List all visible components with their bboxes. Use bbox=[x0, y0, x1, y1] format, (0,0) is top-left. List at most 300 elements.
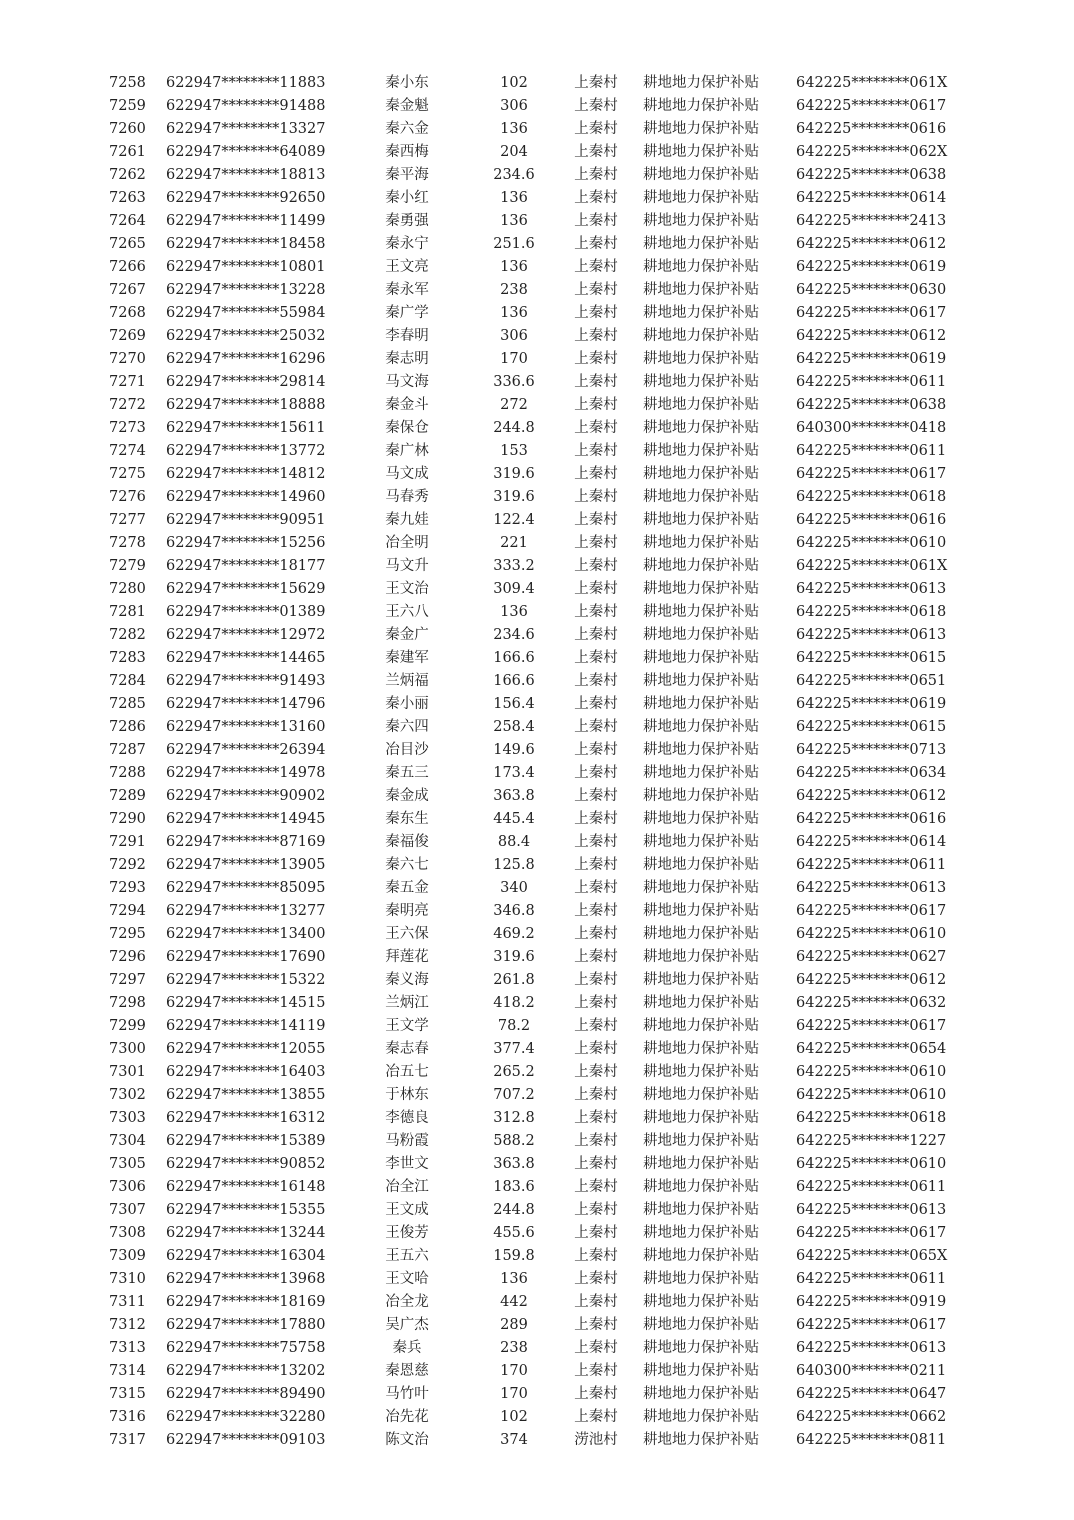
farmer-name: 马竹叶 bbox=[385, 1386, 429, 1402]
village-name: 上秦村 bbox=[574, 535, 618, 551]
farmer-name: 秦建军 bbox=[385, 650, 429, 666]
table-row bbox=[0, 394, 1074, 417]
village-name: 上秦村 bbox=[574, 328, 618, 344]
id-card-number: 642225********0614 bbox=[796, 834, 947, 850]
subsidy-type: 耕地地力保护补贴 bbox=[643, 167, 759, 183]
village-name: 上秦村 bbox=[574, 1202, 618, 1218]
row-number: 7274 bbox=[109, 443, 146, 459]
farmer-name: 王俊芳 bbox=[385, 1225, 429, 1241]
subsidy-amount: 136 bbox=[500, 604, 528, 620]
table-row bbox=[0, 578, 1074, 601]
id-card-number: 642225********0612 bbox=[796, 328, 947, 344]
bank-card-number: 622947********13277 bbox=[166, 903, 326, 919]
bank-card-number: 622947********15611 bbox=[166, 420, 326, 436]
id-card-number: 642225********1227 bbox=[796, 1133, 947, 1149]
row-number: 7310 bbox=[109, 1271, 146, 1287]
subsidy-type: 耕地地力保护补贴 bbox=[643, 995, 759, 1011]
village-name: 上秦村 bbox=[574, 811, 618, 827]
id-card-number: 642225********0612 bbox=[796, 972, 947, 988]
farmer-name: 秦恩慈 bbox=[385, 1363, 429, 1379]
village-name: 上秦村 bbox=[574, 75, 618, 91]
subsidy-amount: 418.2 bbox=[493, 995, 535, 1011]
bank-card-number: 622947********13160 bbox=[166, 719, 326, 735]
subsidy-amount: 469.2 bbox=[493, 926, 535, 942]
farmer-name: 马粉霞 bbox=[385, 1133, 429, 1149]
village-name: 上秦村 bbox=[574, 857, 618, 873]
farmer-name: 秦义海 bbox=[385, 972, 429, 988]
row-number: 7289 bbox=[109, 788, 146, 804]
row-number: 7273 bbox=[109, 420, 146, 436]
row-number: 7311 bbox=[109, 1294, 146, 1310]
bank-card-number: 622947********85095 bbox=[166, 880, 326, 896]
id-card-number: 642225********0618 bbox=[796, 604, 947, 620]
bank-card-number: 622947********13905 bbox=[166, 857, 326, 873]
table-row bbox=[0, 210, 1074, 233]
table-row bbox=[0, 1429, 1074, 1452]
subsidy-type: 耕地地力保护补贴 bbox=[643, 696, 759, 712]
subsidy-amount: 102 bbox=[500, 1409, 528, 1425]
farmer-name: 王文成 bbox=[385, 1202, 429, 1218]
subsidy-amount: 221 bbox=[500, 535, 528, 551]
row-number: 7268 bbox=[109, 305, 146, 321]
village-name: 上秦村 bbox=[574, 144, 618, 160]
subsidy-type: 耕地地力保护补贴 bbox=[643, 397, 759, 413]
table-row bbox=[0, 325, 1074, 348]
village-name: 上秦村 bbox=[574, 351, 618, 367]
village-name: 上秦村 bbox=[574, 604, 618, 620]
table-row bbox=[0, 1360, 1074, 1383]
village-name: 上秦村 bbox=[574, 1018, 618, 1034]
farmer-name: 拜莲花 bbox=[385, 949, 429, 965]
row-number: 7286 bbox=[109, 719, 146, 735]
farmer-name: 李世文 bbox=[385, 1156, 429, 1172]
id-card-number: 642225********0662 bbox=[796, 1409, 947, 1425]
subsidy-type: 耕地地力保护补贴 bbox=[643, 443, 759, 459]
row-number: 7309 bbox=[109, 1248, 146, 1264]
bank-card-number: 622947********90852 bbox=[166, 1156, 326, 1172]
farmer-name: 秦保仓 bbox=[385, 420, 429, 436]
subsidy-amount: 166.6 bbox=[493, 673, 535, 689]
bank-card-number: 622947********12972 bbox=[166, 627, 326, 643]
village-name: 上秦村 bbox=[574, 259, 618, 275]
table-row bbox=[0, 72, 1074, 95]
table-row bbox=[0, 417, 1074, 440]
table-row bbox=[0, 1199, 1074, 1222]
row-number: 7265 bbox=[109, 236, 146, 252]
subsidy-amount: 136 bbox=[500, 213, 528, 229]
bank-card-number: 622947********16312 bbox=[166, 1110, 326, 1126]
bank-card-number: 622947********14960 bbox=[166, 489, 326, 505]
subsidy-type: 耕地地力保护补贴 bbox=[643, 512, 759, 528]
bank-card-number: 622947********18888 bbox=[166, 397, 326, 413]
id-card-number: 642225********0632 bbox=[796, 995, 947, 1011]
id-card-number: 642225********0613 bbox=[796, 1340, 947, 1356]
row-number: 7313 bbox=[109, 1340, 146, 1356]
id-card-number: 642225********0615 bbox=[796, 650, 947, 666]
table-row bbox=[0, 486, 1074, 509]
row-number: 7264 bbox=[109, 213, 146, 229]
village-name: 上秦村 bbox=[574, 650, 618, 666]
id-card-number: 642225********062X bbox=[796, 144, 948, 160]
bank-card-number: 622947********13772 bbox=[166, 443, 326, 459]
farmer-name: 秦五三 bbox=[385, 765, 429, 781]
farmer-name: 冶目沙 bbox=[385, 742, 429, 758]
bank-card-number: 622947********90902 bbox=[166, 788, 326, 804]
row-number: 7301 bbox=[109, 1064, 146, 1080]
farmer-name: 秦兵 bbox=[392, 1340, 422, 1356]
subsidy-type: 耕地地力保护补贴 bbox=[643, 1432, 759, 1448]
bank-card-number: 622947********11883 bbox=[166, 75, 326, 91]
bank-card-number: 622947********18813 bbox=[166, 167, 326, 183]
village-name: 上秦村 bbox=[574, 903, 618, 919]
farmer-name: 秦西梅 bbox=[385, 144, 429, 160]
id-card-number: 642225********0919 bbox=[796, 1294, 947, 1310]
farmer-name: 王五六 bbox=[385, 1248, 429, 1264]
table-row bbox=[0, 1130, 1074, 1153]
farmer-name: 王文亮 bbox=[385, 259, 429, 275]
subsidy-type: 耕地地力保护补贴 bbox=[643, 1409, 759, 1425]
village-name: 上秦村 bbox=[574, 1317, 618, 1333]
farmer-name: 秦金斗 bbox=[385, 397, 429, 413]
row-number: 7298 bbox=[109, 995, 146, 1011]
subsidy-amount: 234.6 bbox=[493, 167, 535, 183]
subsidy-amount: 445.4 bbox=[493, 811, 535, 827]
farmer-name: 秦永军 bbox=[385, 282, 429, 298]
farmer-name: 秦志明 bbox=[385, 351, 429, 367]
bank-card-number: 622947********26394 bbox=[166, 742, 326, 758]
village-name: 上秦村 bbox=[574, 397, 618, 413]
id-card-number: 642225********0613 bbox=[796, 1202, 947, 1218]
subsidy-type: 耕地地力保护补贴 bbox=[643, 1133, 759, 1149]
bank-card-number: 622947********13968 bbox=[166, 1271, 326, 1287]
subsidy-type: 耕地地力保护补贴 bbox=[643, 834, 759, 850]
village-name: 上秦村 bbox=[574, 1179, 618, 1195]
village-name: 上秦村 bbox=[574, 1294, 618, 1310]
subsidy-amount: 312.8 bbox=[493, 1110, 535, 1126]
farmer-name: 秦志春 bbox=[385, 1041, 429, 1057]
village-name: 上秦村 bbox=[574, 167, 618, 183]
id-card-number: 642225********0610 bbox=[796, 1087, 947, 1103]
village-name: 上秦村 bbox=[574, 98, 618, 114]
row-number: 7305 bbox=[109, 1156, 146, 1172]
subsidy-amount: 319.6 bbox=[493, 489, 535, 505]
village-name: 上秦村 bbox=[574, 1271, 618, 1287]
row-number: 7271 bbox=[109, 374, 146, 390]
table-row bbox=[0, 946, 1074, 969]
row-number: 7272 bbox=[109, 397, 146, 413]
row-number: 7267 bbox=[109, 282, 146, 298]
id-card-number: 642225********0610 bbox=[796, 1156, 947, 1172]
subsidy-type: 耕地地力保护补贴 bbox=[643, 857, 759, 873]
id-card-number: 642225********0617 bbox=[796, 903, 947, 919]
bank-card-number: 622947********92650 bbox=[166, 190, 326, 206]
village-name: 上秦村 bbox=[574, 972, 618, 988]
farmer-name: 王文治 bbox=[385, 581, 429, 597]
subsidy-type: 耕地地力保护补贴 bbox=[643, 742, 759, 758]
row-number: 7287 bbox=[109, 742, 146, 758]
subsidy-type: 耕地地力保护补贴 bbox=[643, 1018, 759, 1034]
subsidy-type: 耕地地力保护补贴 bbox=[643, 765, 759, 781]
id-card-number: 642225********0614 bbox=[796, 190, 947, 206]
table-row bbox=[0, 992, 1074, 1015]
row-number: 7299 bbox=[109, 1018, 146, 1034]
subsidy-amount: 374 bbox=[500, 1432, 528, 1448]
table-row bbox=[0, 1268, 1074, 1291]
table-row bbox=[0, 1176, 1074, 1199]
id-card-number: 642225********0638 bbox=[796, 167, 947, 183]
table-row bbox=[0, 164, 1074, 187]
row-number: 7292 bbox=[109, 857, 146, 873]
bank-card-number: 622947********29814 bbox=[166, 374, 326, 390]
village-name: 上秦村 bbox=[574, 719, 618, 735]
subsidy-amount: 377.4 bbox=[493, 1041, 535, 1057]
id-card-number: 642225********0618 bbox=[796, 1110, 947, 1126]
subsidy-type: 耕地地力保护补贴 bbox=[643, 305, 759, 321]
bank-card-number: 622947********14119 bbox=[166, 1018, 326, 1034]
table-row bbox=[0, 187, 1074, 210]
subsidy-type: 耕地地力保护补贴 bbox=[643, 949, 759, 965]
subsidy-amount: 78.2 bbox=[497, 1018, 531, 1034]
table-row bbox=[0, 371, 1074, 394]
id-card-number: 642225********0651 bbox=[796, 673, 947, 689]
bank-card-number: 622947********17690 bbox=[166, 949, 326, 965]
table-row bbox=[0, 1107, 1074, 1130]
subsidy-amount: 149.6 bbox=[493, 742, 535, 758]
bank-card-number: 622947********91488 bbox=[166, 98, 326, 114]
id-card-number: 642225********0617 bbox=[796, 305, 947, 321]
id-card-number: 642225********0617 bbox=[796, 1317, 947, 1333]
village-name: 上秦村 bbox=[574, 558, 618, 574]
subsidy-type: 耕地地力保护补贴 bbox=[643, 673, 759, 689]
subsidy-amount: 333.2 bbox=[493, 558, 535, 574]
subsidy-type: 耕地地力保护补贴 bbox=[643, 1202, 759, 1218]
id-card-number: 642225********2413 bbox=[796, 213, 947, 229]
farmer-name: 秦小丽 bbox=[385, 696, 429, 712]
row-number: 7263 bbox=[109, 190, 146, 206]
village-name: 上秦村 bbox=[574, 581, 618, 597]
village-name: 上秦村 bbox=[574, 512, 618, 528]
id-card-number: 642225********061X bbox=[796, 75, 948, 91]
id-card-number: 642225********0618 bbox=[796, 489, 947, 505]
row-number: 7291 bbox=[109, 834, 146, 850]
subsidy-type: 耕地地力保护补贴 bbox=[643, 98, 759, 114]
table-row bbox=[0, 1153, 1074, 1176]
village-name: 上秦村 bbox=[574, 788, 618, 804]
subsidy-amount: 156.4 bbox=[493, 696, 535, 712]
subsidy-amount: 289 bbox=[500, 1317, 528, 1333]
table-row bbox=[0, 1245, 1074, 1268]
bank-card-number: 622947********14945 bbox=[166, 811, 326, 827]
village-name: 上秦村 bbox=[574, 466, 618, 482]
bank-card-number: 622947********15389 bbox=[166, 1133, 326, 1149]
subsidy-type: 耕地地力保护补贴 bbox=[643, 236, 759, 252]
subsidy-type: 耕地地力保护补贴 bbox=[643, 121, 759, 137]
row-number: 7316 bbox=[109, 1409, 146, 1425]
subsidy-amount: 122.4 bbox=[493, 512, 535, 528]
subsidy-type: 耕地地力保护补贴 bbox=[643, 627, 759, 643]
id-card-number: 642225********0615 bbox=[796, 719, 947, 735]
bank-card-number: 622947********17880 bbox=[166, 1317, 326, 1333]
subsidy-amount: 340 bbox=[500, 880, 528, 896]
table-row bbox=[0, 256, 1074, 279]
id-card-number: 642225********0654 bbox=[796, 1041, 947, 1057]
bank-card-number: 622947********16296 bbox=[166, 351, 326, 367]
row-number: 7315 bbox=[109, 1386, 146, 1402]
id-card-number: 642225********0611 bbox=[796, 1271, 947, 1287]
subsidy-amount: 265.2 bbox=[493, 1064, 535, 1080]
row-number: 7314 bbox=[109, 1363, 146, 1379]
village-name: 上秦村 bbox=[574, 673, 618, 689]
bank-card-number: 622947********32280 bbox=[166, 1409, 326, 1425]
subsidy-amount: 319.6 bbox=[493, 466, 535, 482]
farmer-name: 马春秀 bbox=[385, 489, 429, 505]
row-number: 7303 bbox=[109, 1110, 146, 1126]
subsidy-type: 耕地地力保护补贴 bbox=[643, 259, 759, 275]
bank-card-number: 622947********13327 bbox=[166, 121, 326, 137]
bank-card-number: 622947********15322 bbox=[166, 972, 326, 988]
village-name: 上秦村 bbox=[574, 1225, 618, 1241]
subsidy-amount: 153 bbox=[500, 443, 528, 459]
subsidy-type: 耕地地力保护补贴 bbox=[643, 1317, 759, 1333]
row-number: 7297 bbox=[109, 972, 146, 988]
table-row bbox=[0, 624, 1074, 647]
village-name: 上秦村 bbox=[574, 1363, 618, 1379]
table-row bbox=[0, 532, 1074, 555]
row-number: 7260 bbox=[109, 121, 146, 137]
subsidy-type: 耕地地力保护补贴 bbox=[643, 788, 759, 804]
id-card-number: 642225********0638 bbox=[796, 397, 947, 413]
table-row bbox=[0, 1015, 1074, 1038]
row-number: 7276 bbox=[109, 489, 146, 505]
bank-card-number: 622947********16148 bbox=[166, 1179, 326, 1195]
table-row bbox=[0, 877, 1074, 900]
table-row bbox=[0, 509, 1074, 532]
row-number: 7294 bbox=[109, 903, 146, 919]
id-card-number: 642225********0613 bbox=[796, 581, 947, 597]
subsidy-type: 耕地地力保护补贴 bbox=[643, 880, 759, 896]
table-row bbox=[0, 1084, 1074, 1107]
subsidy-type: 耕地地力保护补贴 bbox=[643, 1294, 759, 1310]
subsidy-type: 耕地地力保护补贴 bbox=[643, 903, 759, 919]
farmer-name: 冶全江 bbox=[385, 1179, 429, 1195]
farmer-name: 秦六七 bbox=[385, 857, 429, 873]
farmer-name: 秦小东 bbox=[385, 75, 429, 91]
bank-card-number: 622947********18177 bbox=[166, 558, 326, 574]
village-name: 上秦村 bbox=[574, 213, 618, 229]
row-number: 7259 bbox=[109, 98, 146, 114]
id-card-number: 640300********0211 bbox=[796, 1363, 947, 1379]
bank-card-number: 622947********55984 bbox=[166, 305, 326, 321]
id-card-number: 642225********0612 bbox=[796, 236, 947, 252]
farmer-name: 吴广杰 bbox=[385, 1317, 429, 1333]
subsidy-type: 耕地地力保护补贴 bbox=[643, 558, 759, 574]
id-card-number: 642225********0619 bbox=[796, 259, 947, 275]
row-number: 7258 bbox=[109, 75, 146, 91]
village-name: 上秦村 bbox=[574, 1248, 618, 1264]
subsidy-type: 耕地地力保护补贴 bbox=[643, 489, 759, 505]
subsidy-amount: 336.6 bbox=[493, 374, 535, 390]
village-name: 上秦村 bbox=[574, 305, 618, 321]
farmer-name: 王文哈 bbox=[385, 1271, 429, 1287]
farmer-name: 秦平海 bbox=[385, 167, 429, 183]
table-row bbox=[0, 693, 1074, 716]
table-row bbox=[0, 785, 1074, 808]
row-number: 7308 bbox=[109, 1225, 146, 1241]
village-name: 上秦村 bbox=[574, 949, 618, 965]
subsidy-type: 耕地地力保护补贴 bbox=[643, 1225, 759, 1241]
bank-card-number: 622947********09103 bbox=[166, 1432, 326, 1448]
subsidy-amount: 170 bbox=[500, 1386, 528, 1402]
id-card-number: 642225********061X bbox=[796, 558, 948, 574]
table-row bbox=[0, 670, 1074, 693]
id-card-number: 642225********065X bbox=[796, 1248, 948, 1264]
row-number: 7293 bbox=[109, 880, 146, 896]
bank-card-number: 622947********13202 bbox=[166, 1363, 326, 1379]
subsidy-amount: 363.8 bbox=[493, 788, 535, 804]
subsidy-type: 耕地地力保护补贴 bbox=[643, 213, 759, 229]
id-card-number: 642225********0613 bbox=[796, 627, 947, 643]
id-card-number: 642225********0612 bbox=[796, 788, 947, 804]
farmer-name: 秦金广 bbox=[385, 627, 429, 643]
id-card-number: 642225********0610 bbox=[796, 926, 947, 942]
id-card-number: 642225********0627 bbox=[796, 949, 947, 965]
farmer-name: 马文升 bbox=[385, 558, 429, 574]
subsidy-amount: 244.8 bbox=[493, 420, 535, 436]
id-card-number: 642225********0611 bbox=[796, 857, 947, 873]
farmer-name: 冶全明 bbox=[385, 535, 429, 551]
table-row bbox=[0, 141, 1074, 164]
farmer-name: 秦金魁 bbox=[385, 98, 429, 114]
subsidy-amount: 455.6 bbox=[493, 1225, 535, 1241]
row-number: 7261 bbox=[109, 144, 146, 160]
farmer-name: 陈文治 bbox=[385, 1432, 429, 1448]
subsidy-amount: 346.8 bbox=[493, 903, 535, 919]
subsidy-amount: 251.6 bbox=[493, 236, 535, 252]
subsidy-amount: 306 bbox=[500, 328, 528, 344]
village-name: 上秦村 bbox=[574, 420, 618, 436]
subsidy-amount: 173.4 bbox=[493, 765, 535, 781]
id-card-number: 642225********0630 bbox=[796, 282, 947, 298]
subsidy-amount: 136 bbox=[500, 259, 528, 275]
bank-card-number: 622947********15355 bbox=[166, 1202, 326, 1218]
bank-card-number: 622947********75758 bbox=[166, 1340, 326, 1356]
subsidy-type: 耕地地力保护补贴 bbox=[643, 535, 759, 551]
row-number: 7307 bbox=[109, 1202, 146, 1218]
id-card-number: 642225********0617 bbox=[796, 1225, 947, 1241]
bank-card-number: 622947********64089 bbox=[166, 144, 326, 160]
subsidy-amount: 234.6 bbox=[493, 627, 535, 643]
id-card-number: 642225********0610 bbox=[796, 1064, 947, 1080]
row-number: 7270 bbox=[109, 351, 146, 367]
row-number: 7300 bbox=[109, 1041, 146, 1057]
subsidy-amount: 309.4 bbox=[493, 581, 535, 597]
row-number: 7266 bbox=[109, 259, 146, 275]
table-row bbox=[0, 831, 1074, 854]
farmer-name: 秦六四 bbox=[385, 719, 429, 735]
subsidy-type: 耕地地力保护补贴 bbox=[643, 1386, 759, 1402]
subsidy-type: 耕地地力保护补贴 bbox=[643, 420, 759, 436]
subsidy-amount: 363.8 bbox=[493, 1156, 535, 1172]
id-card-number: 642225********0811 bbox=[796, 1432, 947, 1448]
subsidy-amount: 442 bbox=[500, 1294, 528, 1310]
subsidy-table bbox=[0, 72, 1074, 1452]
village-name: 上秦村 bbox=[574, 765, 618, 781]
farmer-name: 秦金成 bbox=[385, 788, 429, 804]
village-name: 上秦村 bbox=[574, 282, 618, 298]
farmer-name: 秦广林 bbox=[385, 443, 429, 459]
farmer-name: 秦广学 bbox=[385, 305, 429, 321]
village-name: 上秦村 bbox=[574, 834, 618, 850]
